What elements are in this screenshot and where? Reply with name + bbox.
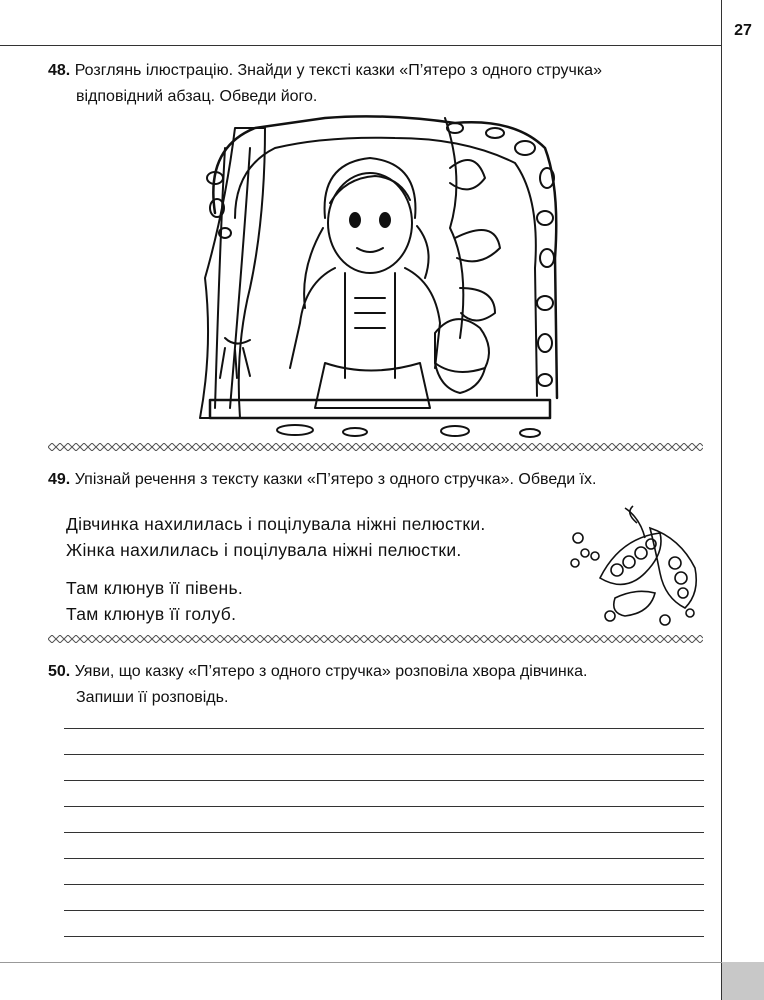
task-48-text: Розглянь ілюстрацію. Знайди у тексті казки «П’ятеро з одного стручка» — [74, 62, 602, 79]
task-50-line2: Запиши її розповідь. — [76, 689, 229, 706]
writing-line[interactable] — [64, 754, 704, 755]
task-49-number: 49. — [48, 471, 71, 488]
corner-tab — [722, 962, 764, 1000]
task-48-number: 48. — [48, 62, 71, 79]
task-50-number: 50. — [48, 663, 71, 680]
task-49-text: Упізнай речення з тексту казки «П’ятеро з одного стручка». Обведи їх. — [74, 471, 597, 488]
writing-line[interactable] — [64, 780, 704, 781]
writing-line[interactable] — [64, 936, 704, 937]
task-50-line1 — [48, 659, 708, 685]
sentence-4: Там клюнув її голуб. — [66, 604, 237, 624]
task-49 — [48, 467, 597, 493]
writing-line[interactable] — [64, 910, 704, 911]
section-divider — [48, 443, 703, 451]
writing-line[interactable] — [64, 832, 704, 833]
writing-line[interactable] — [64, 858, 704, 859]
sentence-1: Дівчинка нахилилась і поцілувала ніжні пелюстки. — [66, 514, 486, 534]
section-divider — [48, 635, 703, 643]
page-number: 27 — [734, 22, 752, 39]
task-48 — [48, 58, 708, 110]
writing-line[interactable] — [64, 884, 704, 885]
writing-line[interactable] — [64, 728, 704, 729]
sentence-2: Жінка нахилилась і поцілувала ніжні пелюстки. — [66, 540, 462, 560]
footer-rule — [0, 962, 722, 963]
header-rule — [0, 45, 722, 46]
margin-rule — [721, 0, 722, 1000]
task-50 — [48, 659, 708, 711]
task-48-line1 — [48, 58, 708, 84]
window-girl-illustration — [195, 108, 570, 443]
sentence-3: Там клюнув її півень. — [66, 578, 244, 598]
writing-line[interactable] — [64, 806, 704, 807]
pea-pods-illustration — [565, 498, 710, 633]
task-50-text: Уяви, що казку «П’ятеро з одного стручка» розповіла хвора дівчинка. — [74, 663, 588, 680]
task-48-line2: відповідний абзац. Обведи його. — [76, 88, 318, 105]
